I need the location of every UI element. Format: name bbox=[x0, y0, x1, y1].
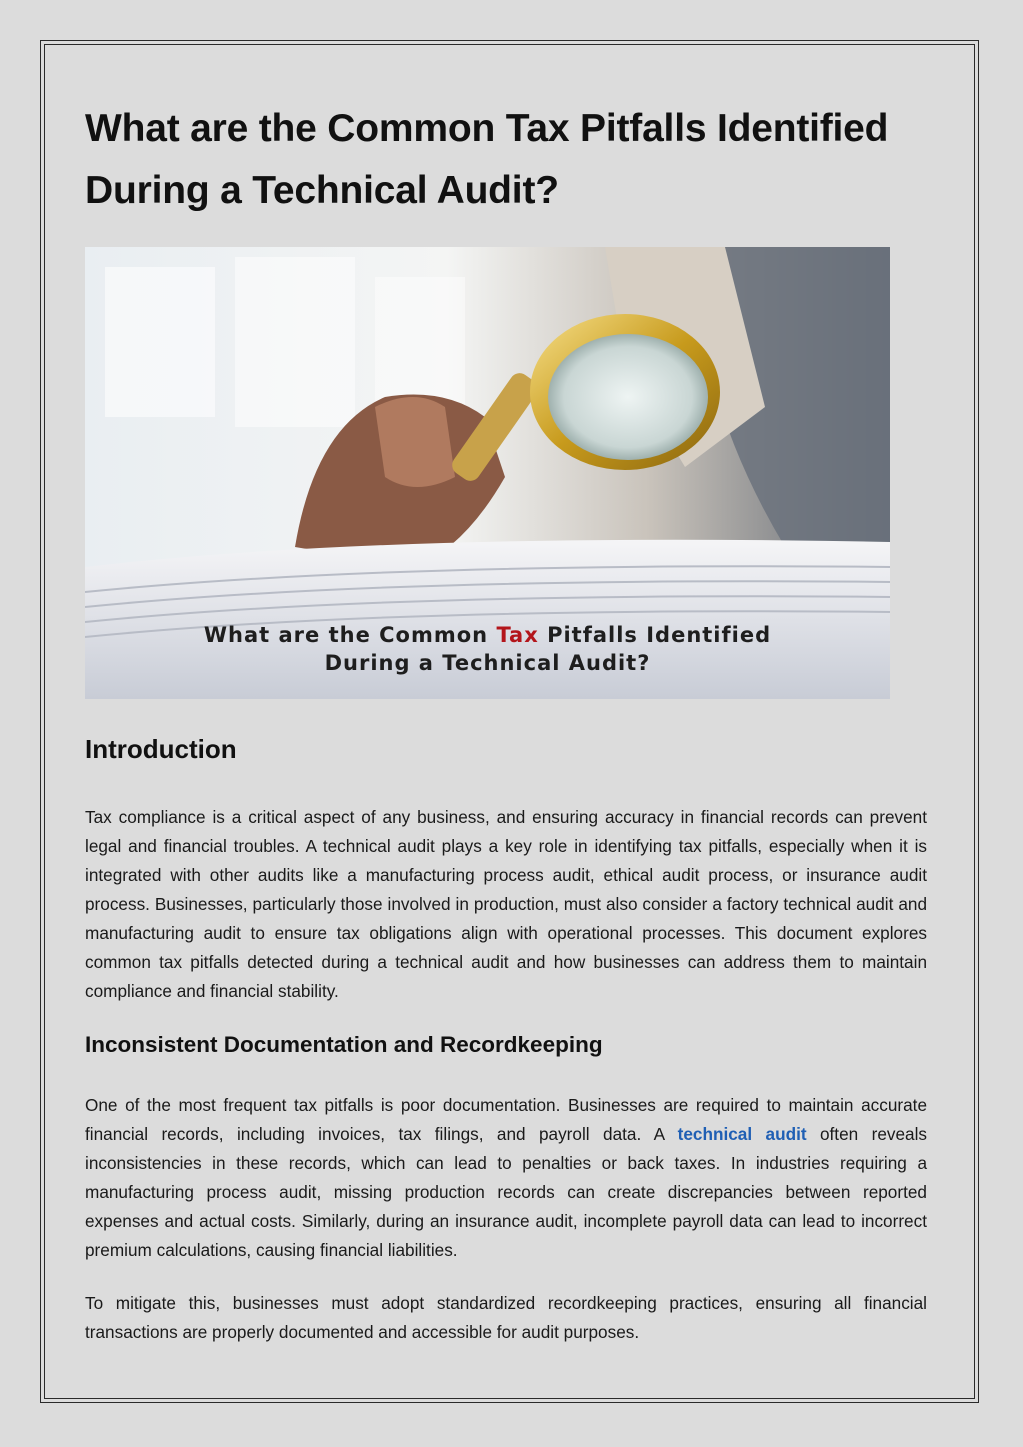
documentation-paragraph-2: To mitigate this, businesses must adopt standardized recordkeeping practices, ensuring all financial transactions are properly documented and accessible for audit purposes. bbox=[85, 1293, 927, 1342]
hero-image bbox=[85, 247, 890, 699]
introduction-heading: Introduction bbox=[85, 734, 237, 764]
document-title-line2: During a Technical Audit? bbox=[85, 169, 559, 212]
hero-caption-line1-post: Pitfalls Identified bbox=[538, 623, 772, 647]
document-title-line1: What are the Common Tax Pitfalls Identified bbox=[85, 107, 889, 150]
hero-caption-highlight: Tax bbox=[496, 623, 539, 647]
documentation-paragraph-1 bbox=[85, 1091, 927, 1265]
hero-caption-line1-pre: What are the Common bbox=[203, 623, 497, 647]
documentation-paragraph-1-post: often reveals inconsistencies in these records, which can lead to penalties or back taxes. In industries requiring a manufacturing process audit, missing production records can create discrepancies between reported expenses and actual costs. Similarly, during an insurance audit, incomplete payroll data can lead to incorrect premium calculations, causing financial liabilities. bbox=[85, 1124, 928, 1260]
technical-audit-link[interactable]: technical audit bbox=[677, 1124, 807, 1144]
documentation-paragraph-1-pre: One of the most frequent tax pitfalls is poor documentation. Businesses are required to maintain accurate financial records, including invoices, tax filings, and payroll data. A bbox=[85, 1095, 927, 1144]
title-block bbox=[85, 98, 927, 222]
document-title bbox=[85, 98, 927, 222]
hero-caption-line2: During a Technical Audit? bbox=[324, 651, 651, 675]
introduction-paragraph: Tax compliance is a critical aspect of any business, and ensuring accuracy in financial records can prevent legal and financial troubles. A technical audit plays a key role in identifying tax pitfalls, especially when it is integrated with other audits like a manufacturing process audit, ethical audit process, or insurance audit process. Businesses, particularly those involved in production, must also consider a factory technical audit and manufacturing audit to ensure tax obligations align with operational processes. This document explores common tax pitfalls detected during a technical audit and how businesses can address them to maintain compliance and financial stability. bbox=[85, 807, 927, 1001]
documentation-heading: Inconsistent Documentation and Recordkeeping bbox=[85, 1032, 603, 1057]
hero-caption bbox=[85, 621, 890, 677]
